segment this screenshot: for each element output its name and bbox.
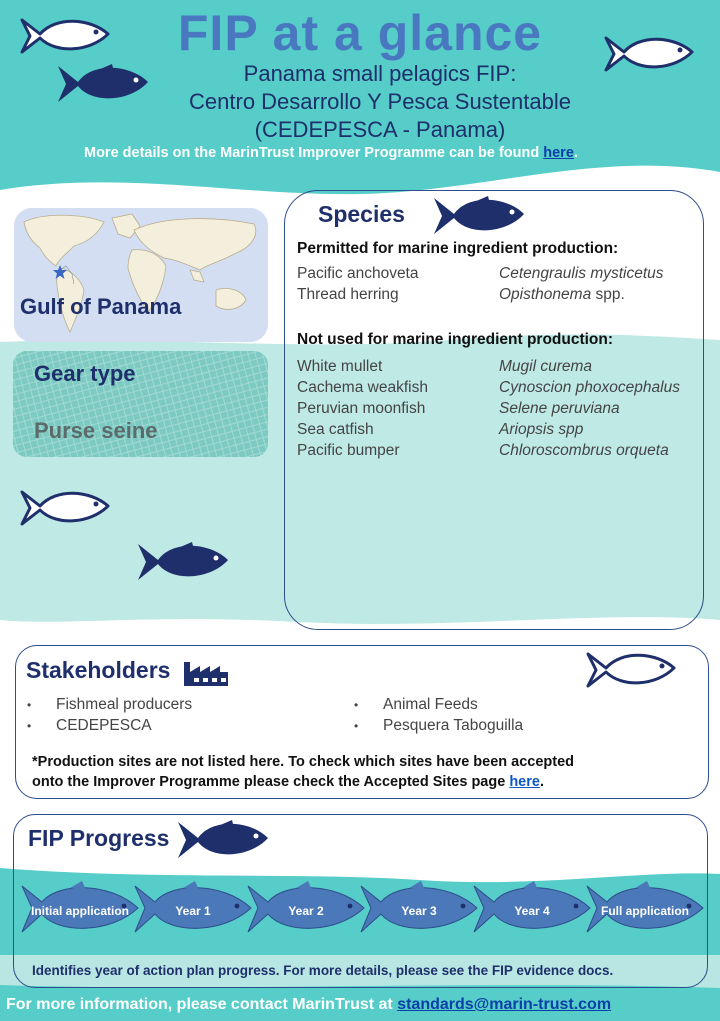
permitted-heading: Permitted for marine ingredient production: <box>297 240 619 257</box>
footer-contact: For more information, please contact MarinTrust at standards@marin-trust.com <box>6 996 612 1013</box>
subtitle-line-3: (CEDEPESCA - Panama) <box>254 117 506 142</box>
progress-step <box>585 880 705 938</box>
stakeholders-heading: Stakeholders <box>26 657 171 683</box>
fish-solid-icon <box>176 818 270 862</box>
progress-step-label: Initial application <box>30 904 129 918</box>
progress-step <box>359 880 479 938</box>
factory-icon <box>182 658 230 686</box>
progress-step-label: Full application <box>600 904 689 918</box>
species-row: White mullet Mugil curema <box>297 358 593 375</box>
programme-details: More details on the MarinTrust Improver Programme can be found here. <box>84 145 578 161</box>
progress-step-label: Year 1 <box>175 904 211 918</box>
species-row: Thread herring Opisthonema spp. <box>297 286 625 303</box>
fish-outline-icon <box>18 486 110 530</box>
fish-solid-icon <box>56 62 150 106</box>
progress-step <box>133 880 253 938</box>
gear-type-value: Purse seine <box>34 418 158 443</box>
production-sites-note: *Production sites are not listed here. To check which sites have been accepted onto the Improver Programme please check the Accepted Sites page here. <box>32 754 575 790</box>
not-used-heading: Not used for marine ingredient production: <box>297 331 614 348</box>
contact-email-link[interactable]: standards@marin-trust.com <box>397 996 612 1013</box>
fish-outline-icon <box>602 32 696 76</box>
species-row: Sea catfish Ariopsis spp <box>297 421 584 438</box>
gear-type-heading: Gear type <box>34 361 136 386</box>
progress-step <box>20 880 140 938</box>
progress-step-label: Year 2 <box>288 904 324 918</box>
fish-outline-icon <box>584 648 678 692</box>
progress-step <box>246 880 366 938</box>
location-label: Gulf of Panama <box>20 294 182 319</box>
species-row: Pacific bumper Chloroscombrus orqueta <box>297 442 669 459</box>
fish-outline-icon <box>18 14 110 58</box>
species-row: Peruvian moonfish Selene peruviana <box>297 400 620 417</box>
details-link[interactable]: here <box>543 145 574 161</box>
species-row: Pacific anchoveta Cetengraulis mysticetus <box>297 265 664 282</box>
progress-note: Identifies year of action plan progress. For more details, please see the FIP evidence docs. <box>32 963 614 978</box>
fish-solid-icon <box>136 540 230 584</box>
progress-step-label: Year 3 <box>401 904 437 918</box>
species-row: Cachema weakfish Cynoscion phoxocephalus <box>297 379 680 396</box>
accepted-sites-link[interactable]: here <box>509 774 540 790</box>
subtitle-line-2: Centro Desarrollo Y Pesca Sustentable <box>189 89 571 114</box>
subtitle-line-1: Panama small pelagics FIP: <box>243 61 517 86</box>
fip-progress-heading: FIP Progress <box>28 825 170 851</box>
location-map <box>14 208 268 342</box>
species-heading: Species <box>318 201 405 227</box>
location-star-icon <box>52 264 68 280</box>
progress-step <box>472 880 592 938</box>
fish-solid-icon <box>432 194 526 238</box>
progress-step-label: Year 4 <box>514 904 550 918</box>
page-title: FIP at a glance <box>177 5 543 61</box>
